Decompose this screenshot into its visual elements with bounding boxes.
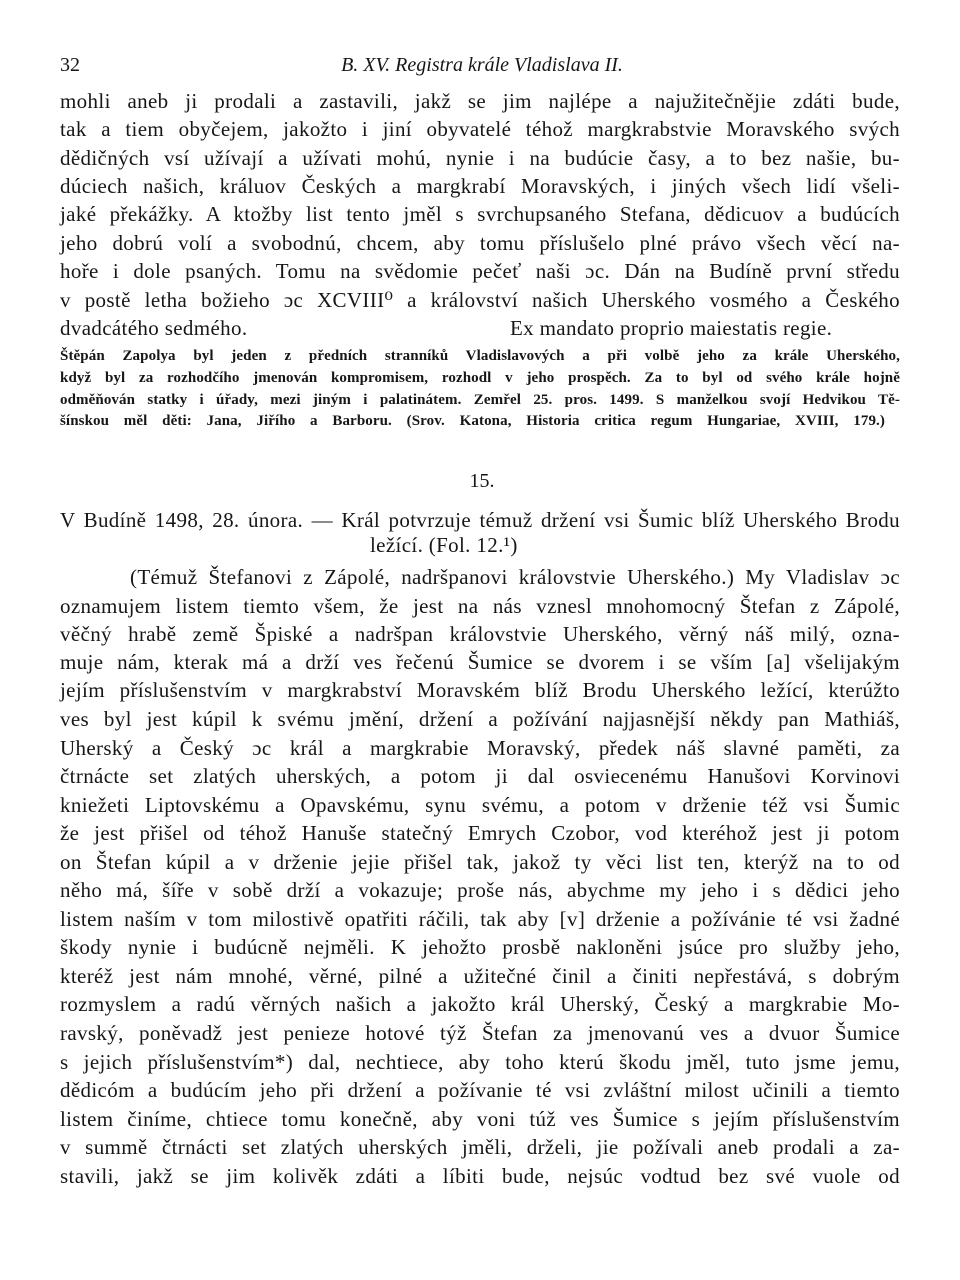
note-line: když byl za rozhodčího jmenován kompromisem, rozhodl v jeho prospěch. Za to byl od svého krále hojně <box>60 370 900 386</box>
text-line: škody nynie i budúcně nejměli. K jehožto prosbě nakloněni jsúce pro služby jeho, <box>60 935 900 959</box>
text-line: tak a tiem obyčejem, jakožto i jiní obyvatelé téhož margkrabstvie Moravského svých <box>60 117 900 141</box>
text-line: rozmyslem a radú věrných našich a jakožto král Uherský, Český a margkrabie Mo- <box>60 992 900 1016</box>
text-line: kteréž jest nám mnohé, věrné, pilné a užitečné činil a činiti nepřestává, s dobrým <box>60 964 900 988</box>
note-line: odměňován statky i úřady, mezi jiným i palatinátem. Zemřel 25. pros. 1499. S manželkou svojí Hedvikou Tě- <box>60 392 900 408</box>
text-line: kniežeti Liptovskému a Opavskému, synu svému, a potom v drženie též vsi Šumic <box>60 793 900 817</box>
text-line: čtrnácte set zlatých uherských, a potom ji dal osviecenému Hanušovi Korvinovi <box>60 764 900 788</box>
text-line: ravský, poněvadž jest penieze hotové týž Štefan za jmenovanú ves a dvuor Šumice <box>60 1021 900 1045</box>
date-ending: dvadcátého sedmého. <box>60 316 248 340</box>
text-line: listem naším v tom milostivě opatřiti ráčili, tak aby [v] drženie a požívánie té vsi žadné <box>60 907 900 931</box>
text-line: on Štefan kúpil a v drženie jejie přišel tak, jakož ty věci list ten, kterýž na to od <box>60 850 900 874</box>
regest-line: V Budíně 1498, 28. února. — Král potvrzuje témuž držení vsi Šumic blíž Uherského Brodu <box>60 508 900 532</box>
text-line: oznamujem listem tiemto všem, že jest na nás vznesl mnohomocný Štefan z Zápolé, <box>60 594 900 618</box>
running-title: B. XV. Registra krále Vladislava II. <box>341 54 623 76</box>
text-line: hoře i dole psaných. Tomu na svědomie pečeť naši ɔc. Dán na Budíně první středu <box>60 259 900 283</box>
document-number: 15. <box>469 470 495 492</box>
text-line: dědičných vsí užívají a užívati mohú, nynie i na budúcie časy, a to bez našie, bu- <box>60 146 900 170</box>
text-line: mohli aneb ji prodali a zastavili, jakž se jim najlépe a najužitečnějie zdáti bude, <box>60 89 900 113</box>
page-number: 32 <box>60 54 80 76</box>
text-line: v summě čtrnácti set zlatých uherských jměli, drželi, jie požívali aneb prodali a za- <box>60 1135 900 1159</box>
text-line: jeho dobrú volí a svobodnú, chcem, aby tomu příslušelo plné právo všech věcí na- <box>60 231 900 255</box>
text-line: listem činíme, chtiece tomu konečně, aby voni túž ves Šumice s jejím příslušenstvím <box>60 1107 900 1131</box>
text-line: jaké překážky. A ktožby list tento jměl s svrchupsaného Stefana, dědicuov a budúcích <box>60 202 900 226</box>
text-line: že jest přišel od téhož Hanuše statečný Emrych Czobor, vod kteréhož jest ji potom <box>60 821 900 845</box>
text-line: dúciech našich, králuov Českých a margkrabí Moravských, i jiných všech lidí všeli- <box>60 174 900 198</box>
chancery-note: Ex mandato proprio maiestatis regie. <box>510 316 833 340</box>
text-line: muje nám, kterak má a drží ves řečenú Šumice se dvorem i se vším [a] všelijakým <box>60 650 900 674</box>
text-line: něho má, šíře v sobě drží a vokazuje; proše nás, abychme my jeho i s dědici jeho <box>60 878 900 902</box>
text-line: jejím příslušenstvím v margkrabství Moravském blíž Brodu Uherského ležící, kterúžto <box>60 678 900 702</box>
text-line: Uherský a Český ɔc král a margkrabie Moravský, předek náš slavné paměti, za <box>60 736 900 760</box>
regest-line: ležící. (Fol. 12.¹) <box>370 533 518 557</box>
text-line: s jejich příslušenstvím*) dal, nechtiece, aby toho kterú škodu jměl, tuto jsme jemu, <box>60 1050 900 1074</box>
text-line: (Témuž Štefanovi z Zápolé, nadršpanovi královstvie Uherského.) My Vladislav ɔc <box>130 565 900 589</box>
text-line: v postě letha božieho ɔc XCVIII⁰ a království našich Uherského vosmého a Českého <box>60 288 900 312</box>
note-line: Štěpán Zapolya byl jeden z předních stranníků Vladislavových a při volbě jeho za krále Uherského, <box>60 348 900 364</box>
text-line: ves byl jest kúpil k svému jmění, držení a požívání najjasnější někdy pan Mathiáš, <box>60 707 900 731</box>
note-line: šínskou měl děti: Jana, Jiřího a Barboru. (Srov. Katona, Historia critica regum Hungariae, XVIII, 179.) <box>60 413 885 429</box>
text-line: stavili, jakž se jim kolivěk zdáti a líbiti bude, nejsúc vodtud bez své vuole od <box>60 1164 900 1188</box>
text-line: dědicóm a budúcím jeho při držení a požívanie té vsi zvláštní milost učinili a tiemto <box>60 1078 900 1102</box>
text-line: věčný hrabě země Špiské a nadršpan královstvie Uherského, věrný náš milý, ozna- <box>60 622 900 646</box>
